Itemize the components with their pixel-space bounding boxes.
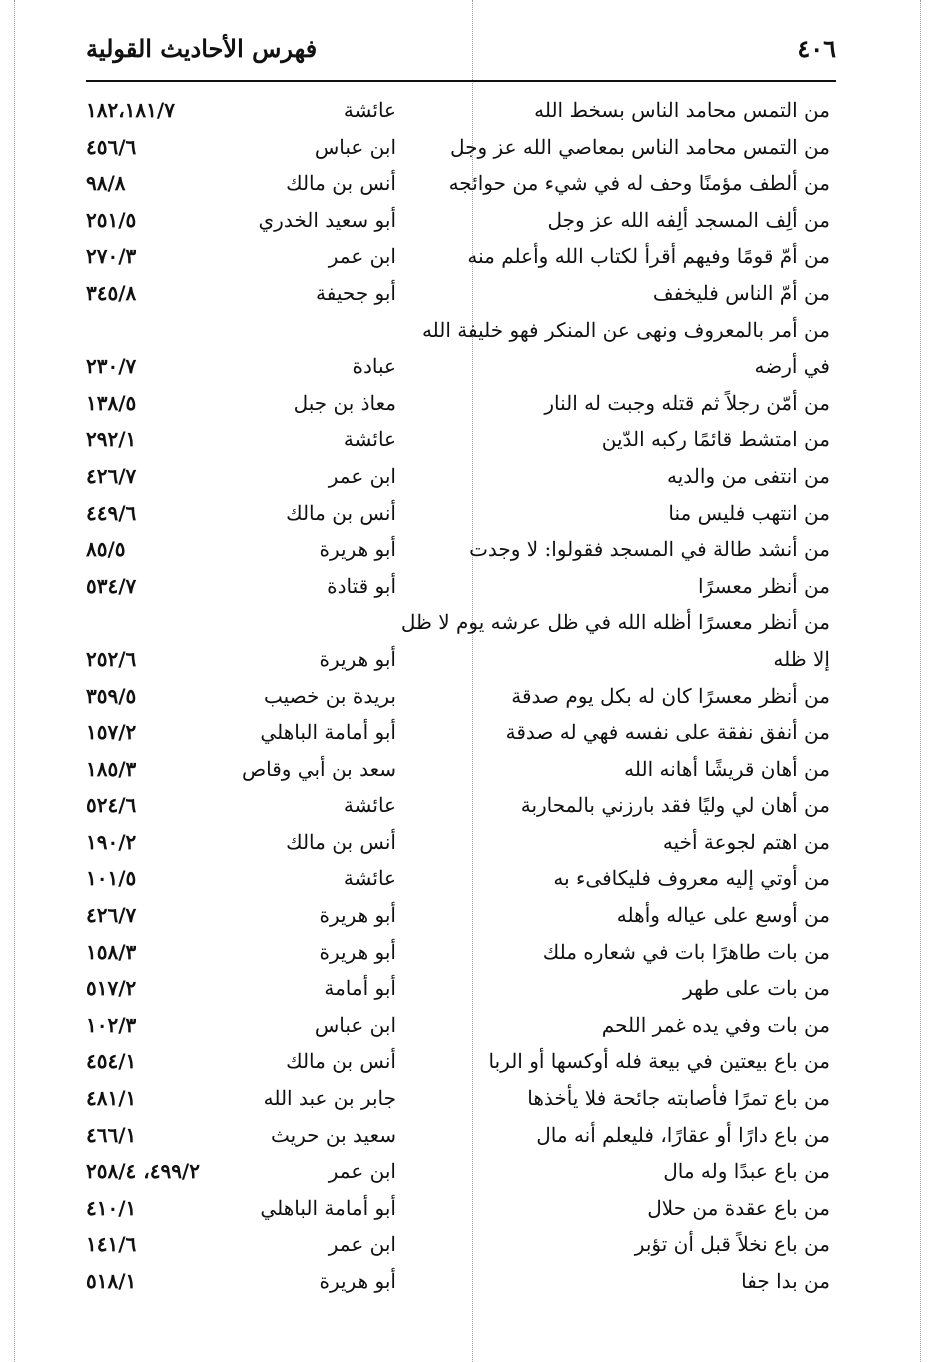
volume-page-reference: ٢٥٢/٦ xyxy=(86,646,137,671)
narrator-name: أبو أمامة الباهلي xyxy=(260,1195,396,1220)
hadith-text: من باع نخلاً قبل أن تؤبر xyxy=(634,1232,830,1257)
volume-page-reference: ٢٥١/٥ xyxy=(86,207,137,232)
narrator-name: أبو هريرة xyxy=(319,939,396,964)
narrator-name: أنس بن مالك xyxy=(286,829,396,854)
index-row xyxy=(86,1263,836,1300)
volume-page-reference: ٣٥٩/٥ xyxy=(86,683,137,708)
volume-page-reference: ٤٥٤/١ xyxy=(86,1049,137,1074)
volume-page-reference: ٤٥٦/٦ xyxy=(86,134,137,159)
index-row xyxy=(86,787,836,824)
hadith-text: من أنظر معسرًا xyxy=(697,573,830,598)
hadith-text: من أهان قريشًا أهانه الله xyxy=(624,756,830,781)
narrator-name: أبو جحيفة xyxy=(316,280,396,305)
index-row xyxy=(86,970,836,1007)
narrator-name: عائشة xyxy=(343,427,396,452)
hadith-text: من باع عقدة من حلال xyxy=(647,1195,830,1220)
hadith-text: من أنظر معسرًا كان له بكل يوم صدقة xyxy=(511,683,830,708)
index-row xyxy=(86,348,836,385)
volume-page-reference: ١٥٧/٢ xyxy=(86,720,137,745)
index-row xyxy=(86,238,836,275)
narrator-name: سعد بن أبي وقاص xyxy=(241,756,396,781)
narrator-name: أبو هريرة xyxy=(319,903,396,928)
index-row xyxy=(86,678,836,715)
volume-page-reference: ١٩٠/٢ xyxy=(86,829,137,854)
narrator-name: ابن عمر xyxy=(328,244,396,269)
index-row xyxy=(86,1153,836,1190)
index-row xyxy=(86,421,836,458)
narrator-name: ابن عباس xyxy=(314,1012,396,1037)
hadith-text: من أنظر معسرًا أظله الله في ظل عرشه يوم لا ظل xyxy=(400,610,830,635)
volume-page-reference: ١٠٢/٣ xyxy=(86,1012,137,1037)
volume-page-reference: ٤٤٩/٦ xyxy=(86,500,137,525)
narrator-name: عائشة xyxy=(343,793,396,818)
volume-page-reference: ٨٥/٥ xyxy=(86,537,126,562)
index-row xyxy=(86,1117,836,1154)
index-row xyxy=(86,458,836,495)
index-row xyxy=(86,1190,836,1227)
narrator-name: أبو سعيد الخدري xyxy=(258,207,396,232)
narrator-name: عائشة xyxy=(343,98,396,122)
volume-page-reference: ٥٢٤/٦ xyxy=(86,793,137,818)
index-row xyxy=(86,129,836,166)
index-row xyxy=(86,165,836,202)
hadith-text: في أرضه xyxy=(754,354,830,379)
index-row xyxy=(86,860,836,897)
index-row xyxy=(86,714,836,751)
hadith-text: من أنفق نفقة على نفسه فهي له صدقة xyxy=(505,720,830,745)
hadith-text: من امتشط قائمًا ركبه الدّين xyxy=(601,427,830,452)
narrator-name: ابن عباس xyxy=(314,134,396,159)
narrator-name: أبو أمامة xyxy=(324,976,396,1001)
hadith-text: من بدا جفا xyxy=(741,1269,830,1293)
volume-page-reference: ٢٣٠/٧ xyxy=(86,354,137,379)
index-row xyxy=(86,531,836,568)
narrator-name: أبو هريرة xyxy=(319,646,396,671)
narrator-name: أبو أمامة الباهلي xyxy=(260,720,396,745)
right-margin-dotted-line xyxy=(920,0,921,1362)
left-margin-dotted-line xyxy=(14,0,15,1362)
index-row xyxy=(86,1226,836,1263)
hadith-text: من باع عبدًا وله مال xyxy=(663,1159,830,1184)
header-rule xyxy=(86,80,836,82)
hadith-text: من أمر بالمعروف ونهى عن المنكر فهو خليفة الله xyxy=(421,317,830,342)
volume-page-reference: ٣٤٥/٨ xyxy=(86,280,137,305)
narrator-name: عبادة xyxy=(352,354,396,379)
hadith-text: من بات على طهر xyxy=(683,976,830,1001)
index-row xyxy=(86,1080,836,1117)
narrator-name: أبو قتادة xyxy=(327,573,396,598)
index-row xyxy=(86,1043,836,1080)
hadith-text: من انتهب فليس منا xyxy=(668,500,830,525)
index-row xyxy=(86,202,836,239)
index-row xyxy=(86,275,836,312)
narrator-name: أنس بن مالك xyxy=(286,1049,396,1074)
hadith-text: من باع تمرًا فأصابته جائحة فلا يأخذها xyxy=(527,1086,830,1111)
volume-page-reference: ١٣٨/٥ xyxy=(86,390,137,415)
narrator-name: معاذ بن جبل xyxy=(293,390,396,415)
volume-page-reference: ٤٨١/١ xyxy=(86,1086,137,1111)
volume-page-reference: ١٨٢،١٨١/٧ xyxy=(86,98,175,122)
hadith-text: من أمّ الناس فليخفف xyxy=(652,280,830,305)
hadith-text: من أوتي إليه معروف فليكافىء به xyxy=(553,866,830,891)
volume-page-reference: ٤٢٦/٧ xyxy=(86,463,137,488)
hadith-text: من التمس محامد الناس بسخط الله xyxy=(534,98,830,122)
index-row xyxy=(86,312,836,349)
index-row xyxy=(86,1007,836,1044)
index-row xyxy=(86,495,836,532)
index-row xyxy=(86,604,836,641)
hadith-text: من أوسع على عياله وأهله xyxy=(616,903,830,928)
narrator-name: ابن عمر xyxy=(328,463,396,488)
narrator-name: ابن عمر xyxy=(328,1232,396,1257)
narrator-name: أبو هريرة xyxy=(319,1269,396,1293)
volume-page-reference: ٤٩٩/٢، ٢٥٨/٤ xyxy=(86,1159,200,1184)
index-row xyxy=(86,751,836,788)
volume-page-reference: ٢٩٢/١ xyxy=(86,427,137,452)
narrator-name: أبو هريرة xyxy=(319,537,396,562)
volume-page-reference: ٤١٠/١ xyxy=(86,1195,137,1220)
narrator-name: ابن عمر xyxy=(328,1159,396,1184)
running-title: فهرس الأحاديث القولية xyxy=(86,34,318,63)
volume-page-reference: ٥٣٤/٧ xyxy=(86,573,137,598)
narrator-name: أنس بن مالك xyxy=(286,500,396,525)
volume-page-reference: ١٨٥/٣ xyxy=(86,756,137,781)
hadith-text: من باع دارًا أو عقارًا، فليعلم أنه مال xyxy=(536,1122,830,1147)
hadith-text: من اهتم لجوعة أخيه xyxy=(662,829,830,854)
index-row xyxy=(86,92,836,129)
hadith-text: من بات وفي يده غمر اللحم xyxy=(601,1012,830,1037)
page-header xyxy=(86,30,836,80)
volume-page-reference: ٥١٨/١ xyxy=(86,1269,137,1293)
index-row xyxy=(86,385,836,422)
index-row xyxy=(86,568,836,605)
index-row xyxy=(86,824,836,861)
hadith-text: من باع بيعتين في بيعة فله أوكسها أو الربا xyxy=(488,1049,830,1074)
narrator-name: جابر بن عبد الله xyxy=(263,1086,396,1111)
volume-page-reference: ٩٨/٨ xyxy=(86,171,126,196)
volume-page-reference: ٤٦٦/١ xyxy=(86,1122,137,1147)
hadith-text: من أنشد طالة في المسجد فقولوا: لا وجدت xyxy=(469,537,830,562)
volume-page-reference: ١٤١/٦ xyxy=(86,1232,137,1257)
hadith-text: إلا ظله xyxy=(773,646,830,671)
page-number: ٤٠٦ xyxy=(797,34,836,63)
volume-page-reference: ١٠١/٥ xyxy=(86,866,137,891)
hadith-index-list xyxy=(86,92,836,1300)
hadith-text: من أهان لي وليًا فقد بارزني بالمحاربة xyxy=(520,793,830,818)
hadith-text: من ألِف المسجد ألِفه الله عز وجل xyxy=(547,207,830,232)
volume-page-reference: ١٥٨/٣ xyxy=(86,939,137,964)
hadith-text: من ألطف مؤمنًا وحف له في شيء من حوائجه xyxy=(448,171,830,196)
index-row xyxy=(86,897,836,934)
hadith-text: من أمّ قومًا وفيهم أقرأ لكتاب الله وأعلم منه xyxy=(467,244,830,269)
narrator-name: أنس بن مالك xyxy=(286,171,396,196)
volume-page-reference: ٥١٧/٢ xyxy=(86,976,137,1001)
index-row xyxy=(86,641,836,678)
volume-page-reference: ٢٧٠/٣ xyxy=(86,244,137,269)
hadith-text: من أمّن رجلاً ثم قتله وجبت له النار xyxy=(544,390,830,415)
narrator-name: سعيد بن حريث xyxy=(270,1122,396,1147)
volume-page-reference: ٤٢٦/٧ xyxy=(86,903,137,928)
hadith-text: من التمس محامد الناس بمعاصي الله عز وجل xyxy=(450,134,830,159)
hadith-text: من انتفى من والديه xyxy=(667,463,830,488)
index-row xyxy=(86,934,836,971)
narrator-name: بريدة بن خصيب xyxy=(263,683,396,708)
hadith-text: من بات طاهرًا بات في شعاره ملك xyxy=(542,939,830,964)
narrator-name: عائشة xyxy=(343,866,396,891)
